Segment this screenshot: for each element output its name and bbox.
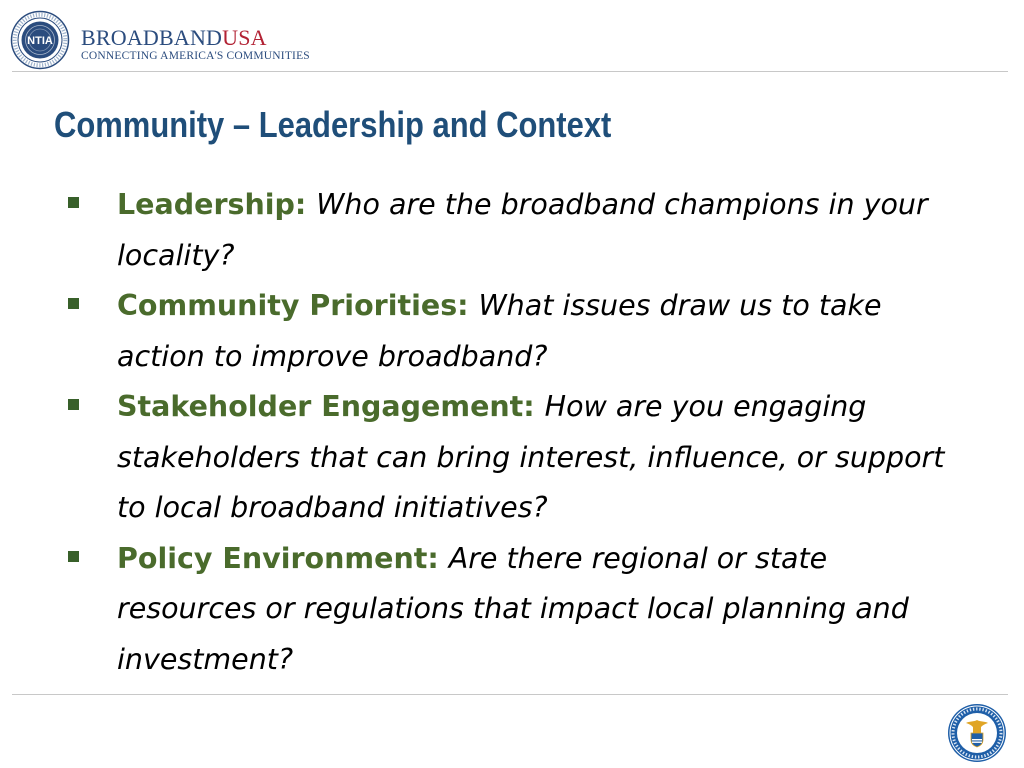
bullet-term: Leadership: xyxy=(117,188,317,221)
bullet-term: Community Priorities: xyxy=(117,289,479,322)
bullet-description: What issues draw us to take action to improve broadband? xyxy=(117,289,882,373)
ntia-badge-text: NTIA xyxy=(27,35,53,47)
department-of-commerce-seal-icon xyxy=(947,703,1007,763)
brand-usa: USA xyxy=(222,25,267,50)
square-bullet-icon xyxy=(68,197,79,208)
slide-header xyxy=(0,0,1024,72)
ntia-seal-icon xyxy=(10,10,70,70)
broadbandusa-logo xyxy=(81,27,310,63)
bullet-term: Policy Environment: xyxy=(117,541,449,575)
square-bullet-icon xyxy=(68,551,79,562)
footer-divider xyxy=(12,694,1008,695)
bullet-item-community-priorities xyxy=(68,281,948,382)
square-bullet-icon xyxy=(68,298,79,309)
bullet-item-leadership xyxy=(68,180,948,281)
slide-title: Community – Leadership and Context xyxy=(54,104,612,145)
bullet-list xyxy=(68,180,948,685)
bullet-item-policy-environment xyxy=(68,534,948,686)
brand-name xyxy=(81,27,310,49)
bullet-description: How are you engaging stakeholders that can bring interest, influence, or support to local broadband initiatives? xyxy=(117,390,945,524)
brand-tagline: CONNECTING AMERICA'S COMMUNITIES xyxy=(81,50,310,62)
header-divider xyxy=(12,71,1008,72)
bullet-description: Who are the broadband champions in your locality? xyxy=(117,188,928,272)
square-bullet-icon xyxy=(68,399,79,410)
bullet-item-stakeholder-engagement xyxy=(68,382,948,534)
bullet-description: Are there regional or state resources or regulations that impact local planning and investment? xyxy=(117,541,909,676)
bullet-term: Stakeholder Engagement: xyxy=(117,390,545,423)
brand-broadband: BROADBAND xyxy=(81,25,223,50)
